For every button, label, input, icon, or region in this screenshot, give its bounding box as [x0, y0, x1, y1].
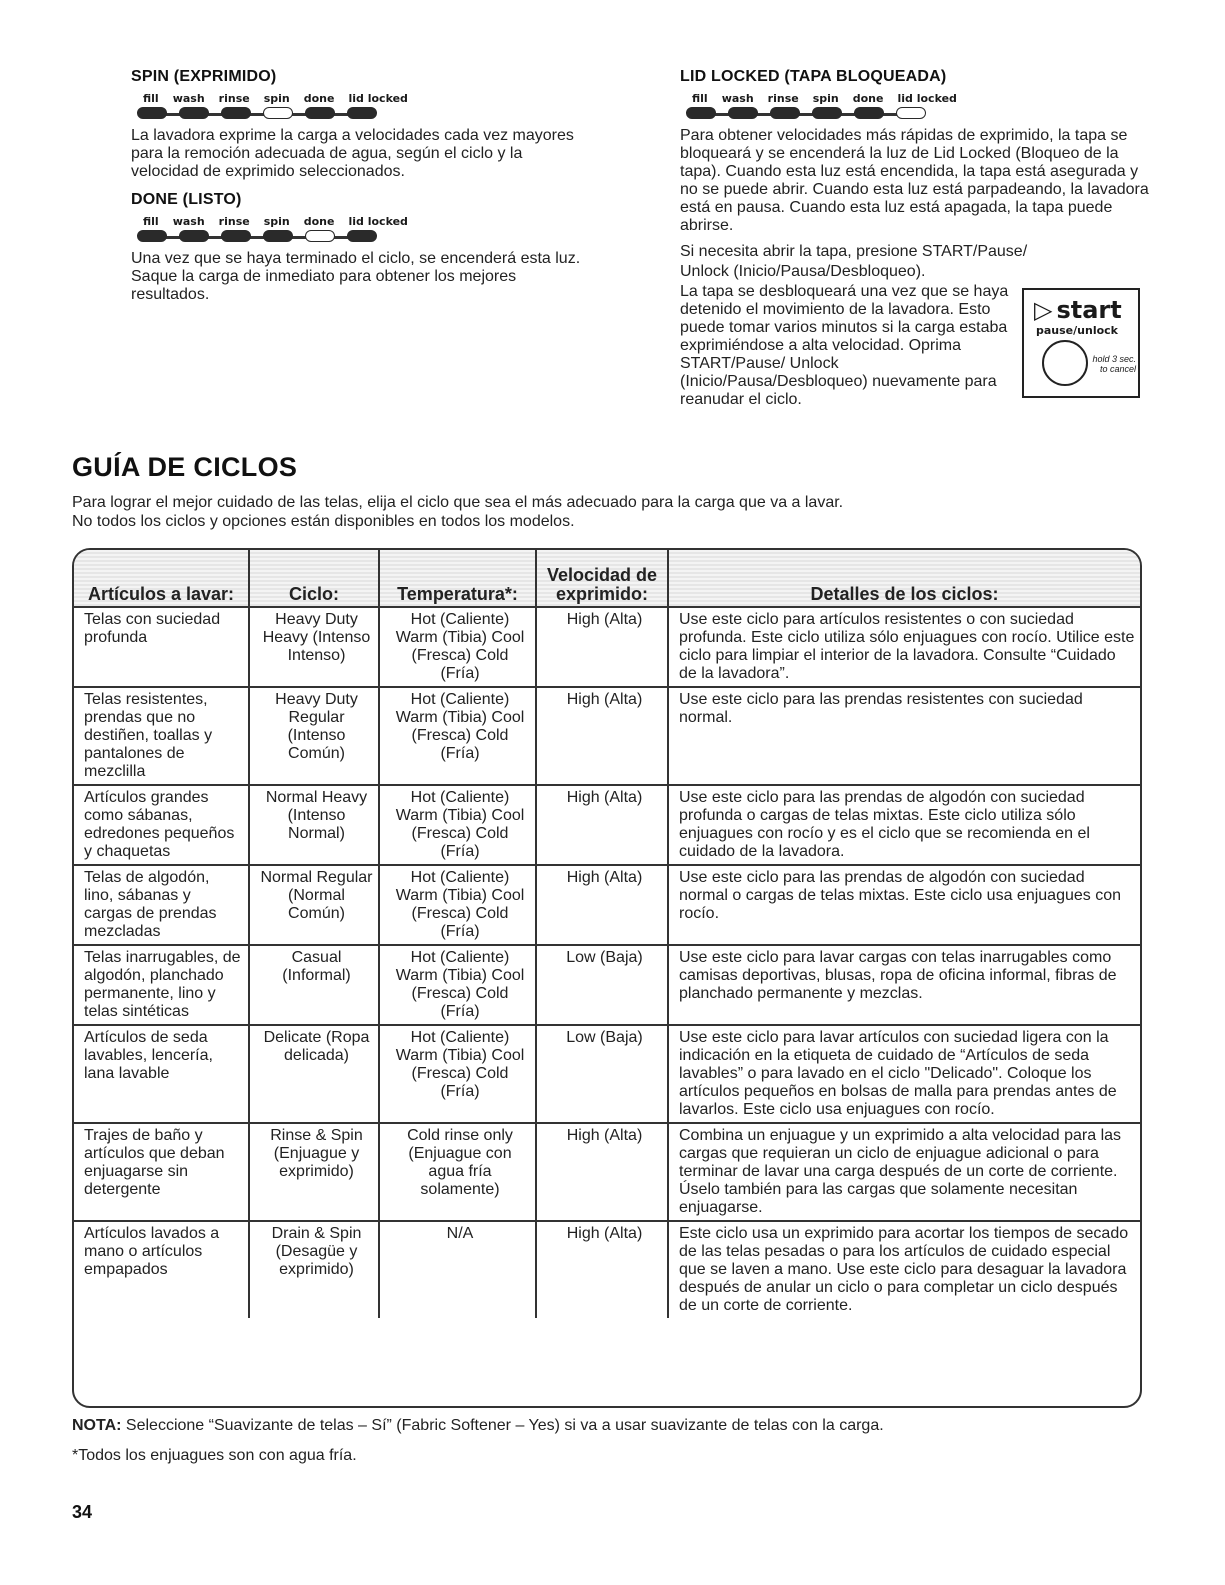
start-label: start	[1056, 296, 1122, 324]
status-light	[347, 230, 377, 242]
spin-description: La lavadora exprime la carga a velocidades cada vez mayores para la remoción adecuada de agua, según el ciclo y la velocidad de exprimido seleccionados.	[131, 127, 574, 180]
note	[72, 1417, 884, 1435]
cell-details: Use este ciclo para artículos resistentes o con suciedad profunda. Este ciclo utiliza sólo enjuagues con rocío. Utilice este ciclo para limpiar el interior de la lavadora. Consulte “Cuidado de la lavadora”.	[668, 607, 1140, 687]
table-row	[74, 1123, 1140, 1221]
cell-items: Telas inarrugables, de algodón, planchado permanente, lino y telas sintéticas	[74, 945, 249, 1025]
cell-cycle: Drain & Spin (Desagüe y exprimido)	[249, 1221, 379, 1318]
table-row	[74, 785, 1140, 865]
done-status-labels	[143, 215, 581, 228]
cell-cycle: Rinse & Spin (Enjuague y exprimido)	[249, 1123, 379, 1221]
status-label-rinse: rinse	[218, 92, 250, 105]
lid-locked-title: LID LOCKED (TAPA BLOQUEADA)	[680, 68, 947, 85]
status-light	[305, 107, 335, 119]
status-label-rinse: rinse	[218, 215, 250, 228]
left-column	[131, 68, 581, 304]
cell-items: Telas de algodón, lino, sábanas y cargas de prendas mezcladas	[74, 865, 249, 945]
cell-items: Artículos grandes como sábanas, edredones pequeños y chaquetas	[74, 785, 249, 865]
status-label-rinse: rinse	[767, 92, 799, 105]
cell-temperature: Hot (Caliente) Warm (Tibia) Cool (Fresca) Cold (Fría)	[379, 785, 536, 865]
status-label-fill: fill	[143, 92, 159, 105]
cell-temperature: Hot (Caliente) Warm (Tibia) Cool (Fresca) Cold (Fría)	[379, 865, 536, 945]
header-items: Artículos a lavar:	[74, 550, 249, 607]
status-light	[305, 230, 335, 242]
table-row	[74, 687, 1140, 785]
status-light	[179, 107, 209, 119]
lid-unlock-line2: Unlock (Inicio/Pausa/Desbloqueo).	[680, 263, 926, 280]
start-button-illustration	[1022, 288, 1140, 398]
guide-title: GUÍA DE CICLOS	[72, 452, 298, 482]
page-number: 34	[72, 1502, 93, 1522]
status-label-wash: wash	[172, 215, 205, 228]
status-label-lid-locked: lid locked	[897, 92, 957, 105]
status-light	[347, 107, 377, 119]
spin-status-labels	[143, 92, 581, 105]
cell-details: Use este ciclo para lavar cargas con telas inarrugables como camisas deportivas, blusas, ropa de oficina informal, fibras de planchado permanente y mezclas.	[668, 945, 1140, 1025]
table-row	[74, 1221, 1140, 1318]
status-label-done: done	[303, 92, 335, 105]
status-light	[770, 107, 800, 119]
cell-temperature: Hot (Caliente) Warm (Tibia) Cool (Fresca) Cold (Fría)	[379, 607, 536, 687]
cell-details: Use este ciclo para las prendas de algodón con suciedad normal o cargas de telas mixtas. Este ciclo usa enjuagues con rocío.	[668, 865, 1140, 945]
cell-cycle: Delicate (Ropa delicada)	[249, 1025, 379, 1123]
lid-status-indicator	[686, 107, 926, 121]
cell-items: Artículos lavados a mano o artículos empapados	[74, 1221, 249, 1318]
lid-status-labels	[692, 92, 1150, 105]
table-row	[74, 945, 1140, 1025]
cell-spin-speed: High (Alta)	[536, 1221, 668, 1318]
cell-details: Use este ciclo para las prendas resistentes con suciedad normal.	[668, 687, 1140, 785]
header-temperature: Temperatura*:	[379, 550, 536, 607]
header-cycle: Ciclo:	[249, 550, 379, 607]
cell-temperature: Hot (Caliente) Warm (Tibia) Cool (Fresca) Cold (Fría)	[379, 687, 536, 785]
cell-items: Trajes de baño y artículos que deban enjuagarse sin detergente	[74, 1123, 249, 1221]
cell-spin-speed: High (Alta)	[536, 687, 668, 785]
status-light	[854, 107, 884, 119]
status-light	[263, 230, 293, 242]
table-row	[74, 607, 1140, 687]
status-label-spin: spin	[263, 215, 290, 228]
cell-details: Use este ciclo para lavar artículos con suciedad ligera con la indicación en la etiqueta de cuidado de “Artículos de seda lavables” o para lavado en el ciclo "Delicado". Coloque los artículos pequeños en bolsas de malla para prendas antes de lavarlos. Este ciclo usa enjuagues con rocío.	[668, 1025, 1140, 1123]
status-label-done: done	[303, 215, 335, 228]
table-row	[74, 1025, 1140, 1123]
table-body	[74, 607, 1140, 1318]
cell-cycle: Casual (Informal)	[249, 945, 379, 1025]
cell-temperature: Cold rinse only (Enjuague con agua fría solamente)	[379, 1123, 536, 1221]
note-text: Seleccione “Suavizante de telas – Sí” (Fabric Softener – Yes) si va a usar suavizante de telas con la carga.	[121, 1417, 884, 1434]
status-label-lid-locked: lid locked	[348, 215, 408, 228]
table-header-row	[74, 550, 1140, 607]
cell-cycle: Normal Regular (Normal Común)	[249, 865, 379, 945]
cell-items: Telas resistentes, prendas que no destiñen, toallas y pantalones de mezclilla	[74, 687, 249, 785]
done-title: DONE (LISTO)	[131, 191, 242, 208]
note-label: NOTA:	[72, 1417, 122, 1434]
cell-details: Use este ciclo para las prendas de algodón con suciedad profunda o cargas de telas mixtas. Este ciclo utiliza sólo enjuagues con rocío y es el ciclo que se recomienda en el cuidado de la lavadora.	[668, 785, 1140, 865]
status-label-wash: wash	[172, 92, 205, 105]
done-status-indicator	[137, 230, 377, 244]
start-hold-text: hold 3 sec. to cancel	[1092, 354, 1136, 374]
cell-temperature: Hot (Caliente) Warm (Tibia) Cool (Fresca) Cold (Fría)	[379, 945, 536, 1025]
play-icon: ▷	[1034, 296, 1053, 324]
cell-cycle: Heavy Duty Heavy (Intenso Intenso)	[249, 607, 379, 687]
cell-spin-speed: High (Alta)	[536, 865, 668, 945]
status-light	[812, 107, 842, 119]
status-light	[728, 107, 758, 119]
spin-title: SPIN (EXPRIMIDO)	[131, 68, 277, 85]
status-label-lid-locked: lid locked	[348, 92, 408, 105]
done-description: Una vez que se haya terminado el ciclo, se encenderá esta luz. Saque la carga de inmediato para obtener los mejores resultados.	[131, 250, 581, 303]
footnote: *Todos los enjuagues son con agua fría.	[72, 1447, 357, 1464]
cell-spin-speed: High (Alta)	[536, 785, 668, 865]
status-light	[221, 230, 251, 242]
table-row	[74, 865, 1140, 945]
start-circle-icon	[1042, 340, 1088, 386]
guide-intro: Para lograr el mejor cuidado de las telas, elija el ciclo que sea el más adecuado para la carga que va a lavar. No todos los ciclos y opciones están disponibles en todos los modelos.	[72, 494, 844, 530]
status-light	[896, 107, 926, 119]
status-light	[686, 107, 716, 119]
cycle-guide-table	[72, 548, 1142, 1408]
status-label-done: done	[852, 92, 884, 105]
header-details: Detalles de los ciclos:	[668, 550, 1140, 607]
status-light	[179, 230, 209, 242]
status-light	[137, 107, 167, 119]
header-spin-speed: Velocidad de exprimido:	[536, 550, 668, 607]
cell-temperature: N/A	[379, 1221, 536, 1318]
status-label-fill: fill	[692, 92, 708, 105]
status-label-spin: spin	[812, 92, 839, 105]
cell-spin-speed: High (Alta)	[536, 607, 668, 687]
status-light	[221, 107, 251, 119]
start-sublabel: pause/unlock	[1036, 324, 1118, 337]
cell-cycle: Heavy Duty Regular (Intenso Común)	[249, 687, 379, 785]
spin-status-indicator	[137, 107, 377, 121]
status-label-fill: fill	[143, 215, 159, 228]
cell-items: Telas con suciedad profunda	[74, 607, 249, 687]
status-light	[137, 230, 167, 242]
lid-unlock-line1: Si necesita abrir la tapa, presione START/Pause/	[680, 243, 1028, 260]
cell-temperature: Hot (Caliente) Warm (Tibia) Cool (Fresca) Cold (Fría)	[379, 1025, 536, 1123]
lid-unlock-rest: La tapa se desbloqueará una vez que se haya detenido el movimiento de la lavadora. Esto puede tomar varios minutos si la carga estaba exprimiéndose a alta velocidad. Oprima START/Pause/ Unlock (Inicio/Pausa/Desbloqueo) nuevamente para reanudar el ciclo.	[680, 283, 1009, 408]
cell-items: Artículos de seda lavables, lencería, lana lavable	[74, 1025, 249, 1123]
status-label-spin: spin	[263, 92, 290, 105]
status-light	[263, 107, 293, 119]
cell-cycle: Normal Heavy (Intenso Normal)	[249, 785, 379, 865]
cell-details: Combina un enjuague y un exprimido a alta velocidad para las cargas que requieran un ciclo de enjuague adicional o para terminar de lavar una carga después de un corte de corriente. Úselo también para las cargas que solamente necesitan enjuagarse.	[668, 1123, 1140, 1221]
cell-spin-speed: Low (Baja)	[536, 1025, 668, 1123]
cell-spin-speed: High (Alta)	[536, 1123, 668, 1221]
cell-spin-speed: Low (Baja)	[536, 945, 668, 1025]
status-label-wash: wash	[721, 92, 754, 105]
cell-details: Este ciclo usa un exprimido para acortar los tiempos de secado de las telas pesadas o para los artículos de cuidado especial que se laven a mano. Use este ciclo para desaguar la lavadora después de anular un ciclo o para completar un ciclo después de un corte de corriente.	[679, 1225, 1129, 1314]
lid-locked-description: Para obtener velocidades más rápidas de exprimido, la tapa se bloqueará y se encenderá la luz de Lid Locked (Bloqueo de la tapa). Cuando esta luz está encendida, la tapa está asegurada y no se puede abrir. Cuando esta luz está parpadeando, la lavadora está en pausa. Cuando esta luz está apagada, la tapa puede abrirse.	[680, 127, 1149, 234]
